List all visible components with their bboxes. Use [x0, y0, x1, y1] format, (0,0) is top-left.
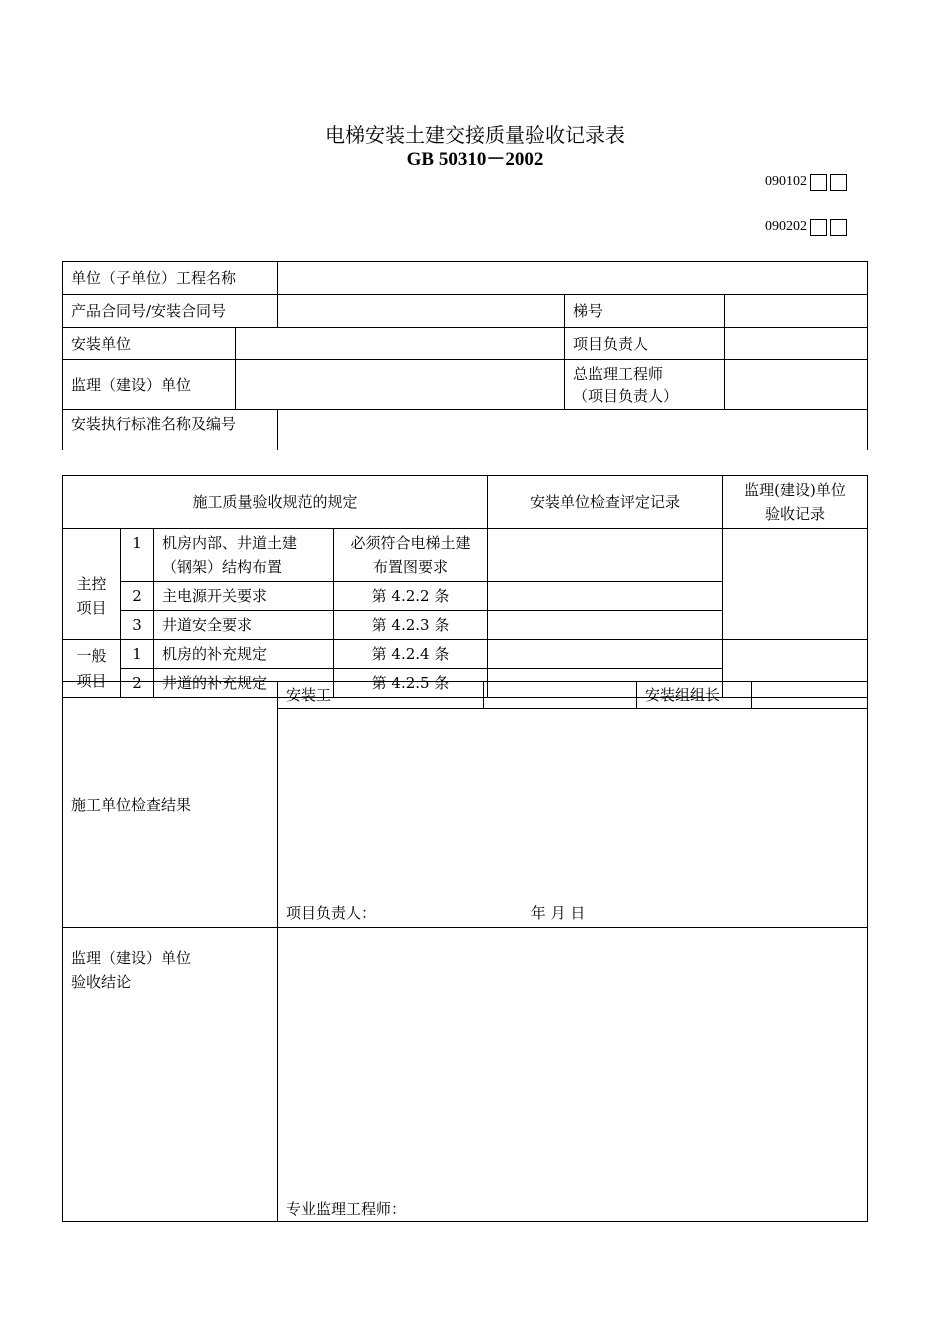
general-group-line1: 一般: [76, 646, 107, 665]
main-group-line1: 主控: [76, 575, 107, 593]
chief-engineer-title: 总监理工程师: [573, 364, 664, 383]
project-manager-sign: 项目负责人：: [286, 904, 377, 922]
supervision-conclusion-line2: 验收结论: [71, 973, 132, 991]
standard-label: 安装执行标准名称及编号: [63, 410, 278, 450]
item-desc: [154, 529, 334, 582]
install-record-cell[interactable]: [488, 582, 723, 611]
install-record-cell[interactable]: [488, 529, 723, 582]
chief-engineer-field[interactable]: [725, 360, 868, 410]
code-checkbox[interactable]: [810, 174, 827, 191]
install-unit-field[interactable]: [236, 328, 565, 360]
supervision-conclusion-area[interactable]: [278, 928, 868, 1222]
team-leader-label: 安装组组长: [637, 682, 752, 709]
item-desc: 井道的补充规定: [154, 669, 334, 698]
item-no: 3: [121, 611, 154, 640]
item-desc-line2: （钢架）结构布置: [162, 558, 283, 576]
item-desc: 井道安全要求: [154, 611, 334, 640]
item-no: 1: [121, 529, 154, 582]
spec-header: 施工质量验收规范的规定: [63, 476, 488, 529]
results-table: [62, 681, 868, 1222]
elevator-no-field[interactable]: [725, 295, 868, 328]
item-requirement: 第 4.2.5 条: [334, 669, 488, 698]
item-requirement: 第 4.2.2 条: [334, 582, 488, 611]
item-requirement: 第 4.2.3 条: [334, 611, 488, 640]
date-label: 年 月 日: [530, 904, 586, 922]
item-req-line2: 布置图要求: [373, 558, 449, 576]
supervision-conclusion-line1: 监理（建设）单位: [71, 949, 192, 967]
construction-result-label: [63, 682, 278, 928]
code-row-2: [765, 218, 847, 236]
item-desc: 机房的补充规定: [154, 640, 334, 669]
install-unit-label: 安装单位: [63, 328, 236, 360]
supervision-header-line2: 验收记录: [765, 505, 826, 523]
main-group-line2: 项目: [76, 599, 107, 617]
check-table: [62, 475, 868, 698]
installer-field[interactable]: [484, 682, 637, 709]
chief-engineer-subtitle: （项目负责人）: [573, 386, 679, 405]
project-manager-label: 项目负责人: [565, 328, 725, 360]
standard-code: GB 50310－2002: [406, 149, 544, 170]
project-name-label: 单位（子单位）工程名称: [63, 262, 278, 295]
item-requirement: [334, 529, 488, 582]
item-requirement: 第 4.2.4 条: [334, 640, 488, 669]
page-title: 电梯安装土建交接质量验收记录表: [325, 123, 625, 147]
item-no: 2: [121, 669, 154, 698]
construction-result-text: 施工单位检查结果: [71, 795, 192, 814]
supervision-unit-field[interactable]: [236, 360, 565, 410]
standard-field[interactable]: [278, 410, 868, 450]
project-manager-field[interactable]: [725, 328, 868, 360]
code-checkbox[interactable]: [830, 219, 847, 236]
team-leader-field[interactable]: [752, 682, 868, 709]
supervision-header-line1: 监理(建设)单位: [744, 481, 846, 499]
code-label: 090202: [765, 219, 807, 234]
supervision-engineer-sign: 专业监理工程师：: [286, 1200, 407, 1218]
contract-field[interactable]: [278, 295, 565, 328]
construction-result-area[interactable]: [278, 709, 868, 928]
code-checkbox[interactable]: [810, 219, 827, 236]
info-table: [62, 261, 868, 450]
item-no: 1: [121, 640, 154, 669]
chief-engineer-label: [565, 360, 725, 410]
item-desc-line1: 机房内部、井道土建: [162, 534, 298, 552]
project-name-field[interactable]: [278, 262, 868, 295]
item-no: 2: [121, 582, 154, 611]
installer-label: 安装工: [278, 682, 484, 709]
code-label: 090102: [765, 174, 807, 189]
supervision-record-main[interactable]: [723, 529, 868, 640]
item-req-line1: 必须符合电梯土建: [350, 534, 471, 552]
code-checkbox[interactable]: [830, 174, 847, 191]
code-row-1: [765, 173, 847, 191]
supervision-unit-label: 监理（建设）单位: [63, 360, 236, 410]
general-group-line2: 项目: [76, 671, 107, 690]
main-control-group: [63, 529, 121, 640]
install-record-header: 安装单位检查评定记录: [488, 476, 723, 529]
contract-label: 产品合同号/安装合同号: [63, 295, 278, 328]
install-record-cell[interactable]: [488, 611, 723, 640]
elevator-no-label: 梯号: [565, 295, 725, 328]
install-record-cell[interactable]: [488, 640, 723, 669]
item-desc: 主电源开关要求: [154, 582, 334, 611]
supervision-header: [723, 476, 868, 529]
supervision-conclusion-label: [63, 928, 278, 1222]
